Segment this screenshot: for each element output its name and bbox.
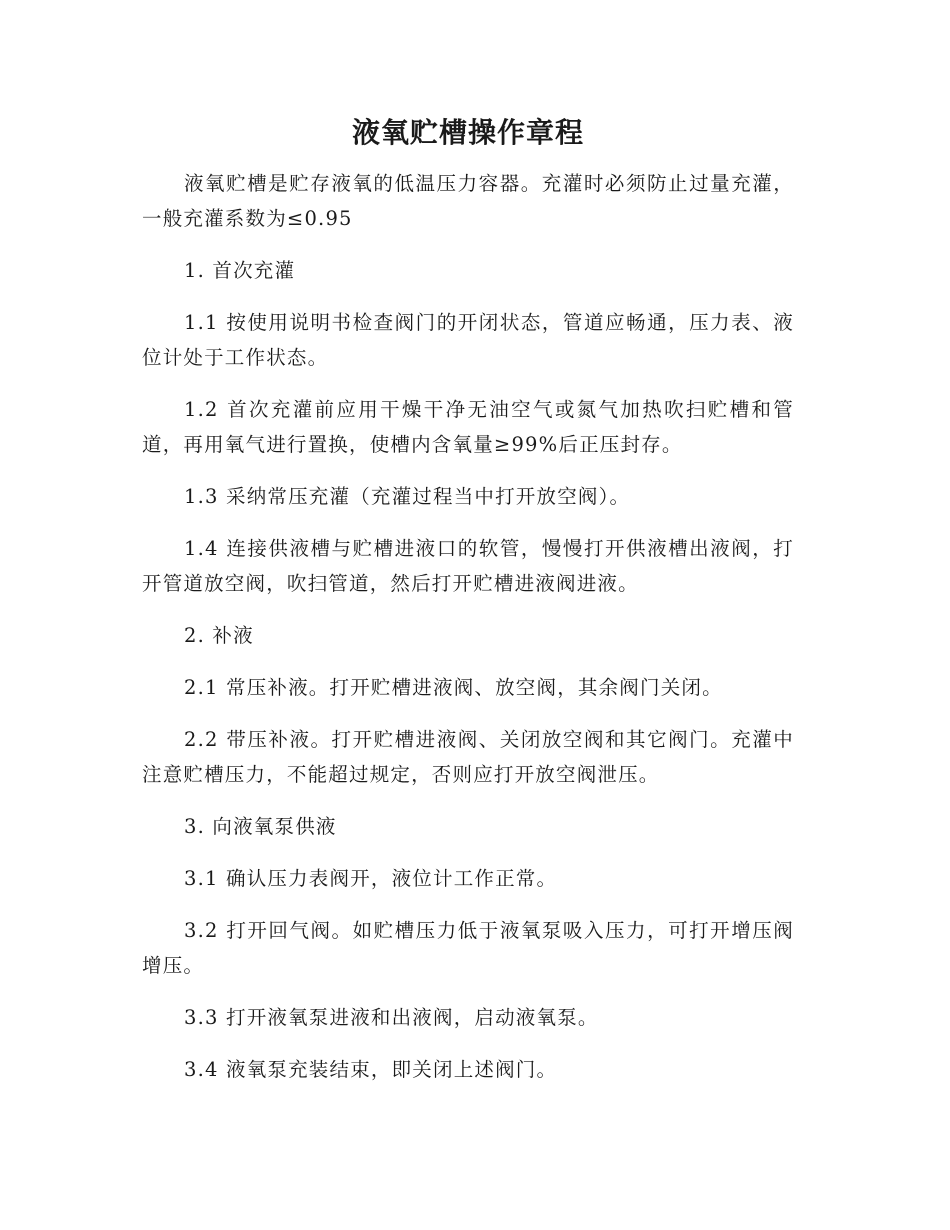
section-heading-2: 2. 补液 (184, 624, 254, 647)
section-heading-1: 1. 首次充灌 (184, 259, 296, 282)
step-3-1: 3.1 确认压力表阀开，液位计工作正常。 (184, 867, 558, 890)
step-1-1: 1.1 按使用说明书检查阀门的开闭状态，管道应畅通，压力表、液位计处于工作状态。 (142, 311, 794, 369)
intro-paragraph: 液氧贮槽是贮存液氧的低温压力容器。充灌时必须防止过量充灌，一般充灌系数为≤0.95 (142, 172, 794, 230)
step-3-3: 3.3 打开液氧泵进液和出液阀，启动液氧泵。 (184, 1006, 599, 1029)
section-heading-3: 3. 向液氧泵供液 (184, 815, 337, 838)
step-1-3: 1.3 采纳常压充灌（充灌过程当中打开放空阀）。 (184, 485, 631, 508)
step-1-2: 1.2 首次充灌前应用干燥干净无油空气或氮气加热吹扫贮槽和管道，再用氧气进行置换，使槽内含氧量≥99%后正压封存。 (142, 398, 794, 456)
step-2-1: 2.1 常压补液。打开贮槽进液阀、放空阀，其余阀门关闭。 (184, 676, 723, 699)
step-3-4: 3.4 液氧泵充装结束，即关闭上述阀门。 (184, 1058, 558, 1081)
step-3-2: 3.2 打开回气阀。如贮槽压力低于液氧泵吸入压力，可打开增压阀增压。 (142, 919, 794, 977)
step-2-2: 2.2 带压补液。打开贮槽进液阀、关闭放空阀和其它阀门。充灌中注意贮槽压力，不能超过规定，否则应打开放空阀泄压。 (142, 728, 794, 786)
step-1-4: 1.4 连接供液槽与贮槽进液口的软管，慢慢打开供液槽出液阀，打开管道放空阀，吹扫管道，然后打开贮槽进液阀进液。 (142, 537, 794, 595)
document-title: 液氧贮槽操作章程 (351, 116, 584, 149)
document-body (142, 166, 794, 1104)
